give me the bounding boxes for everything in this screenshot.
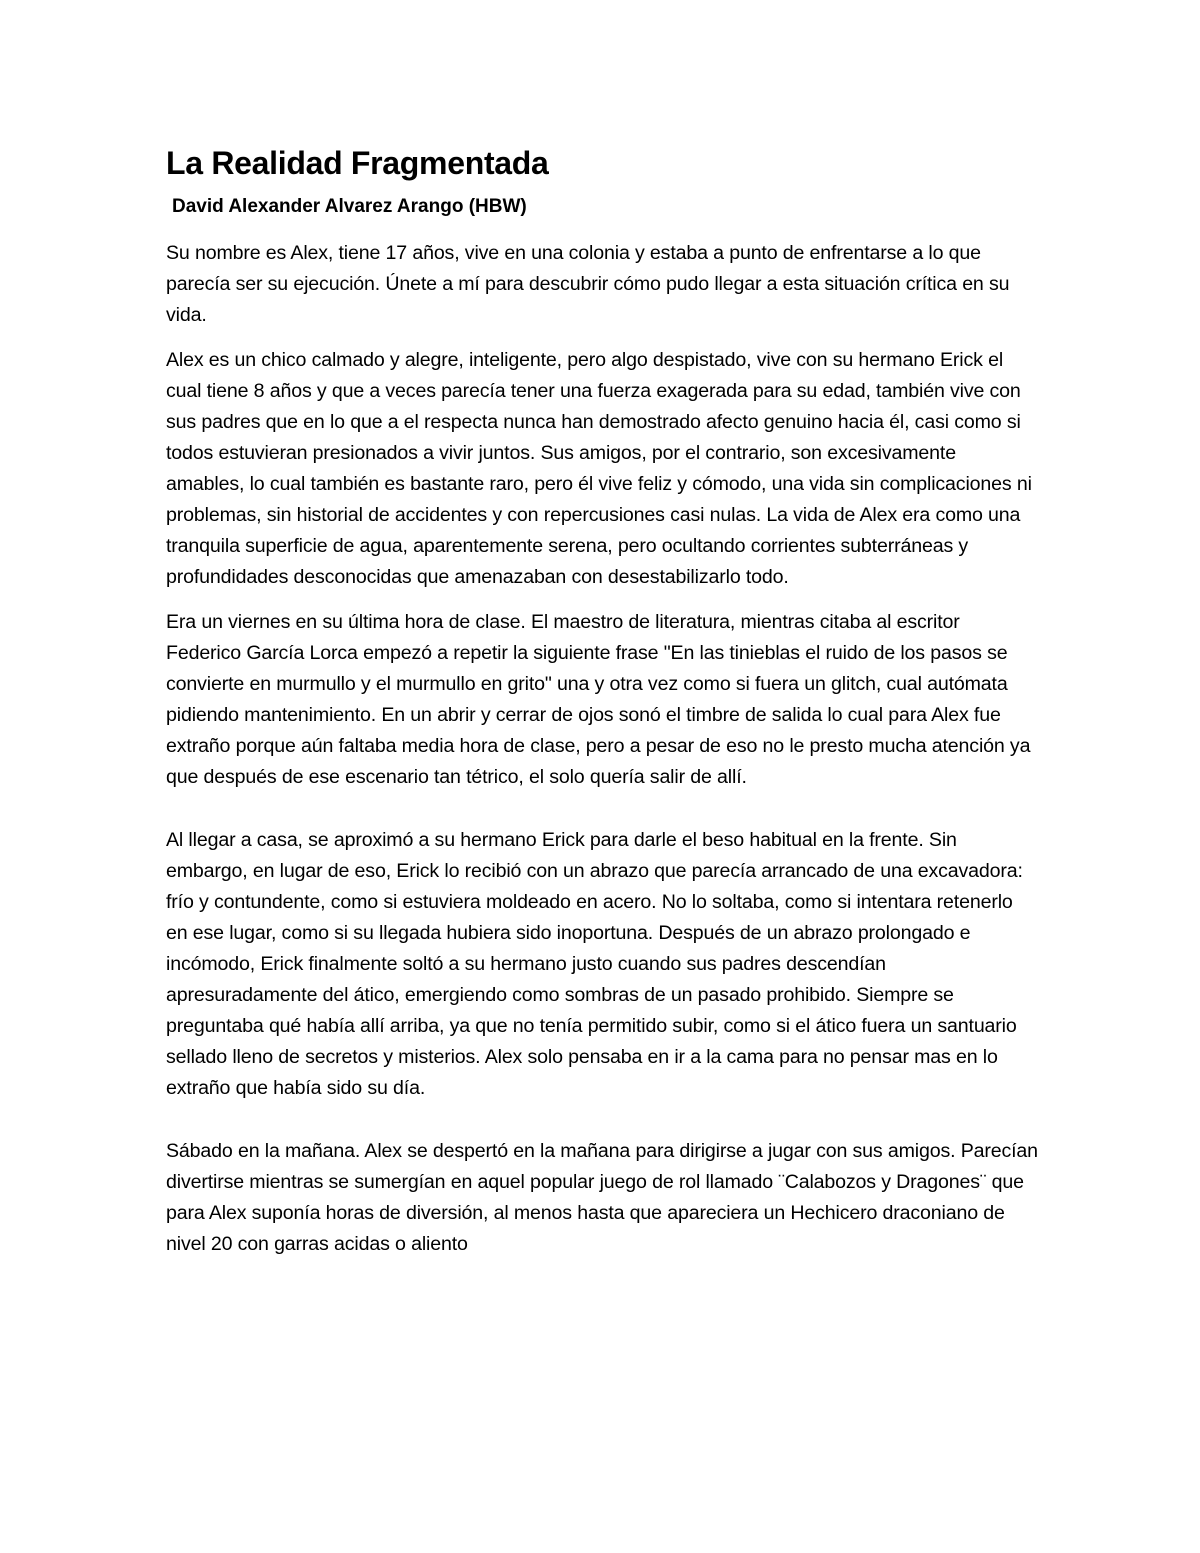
paragraph-3: Era un viernes en su última hora de clase. El maestro de literatura, mientras citaba al escritor Federico García Lorca empezó a repetir la siguiente frase "En las tinieblas el ruido de los pasos se convierte en murmullo y el murmullo en grito" una y otra vez como si fuera un glitch, cual autómata pidiendo mantenimiento. En un abrir y cerrar de ojos sonó el timbre de salida lo cual para Alex fue extraño porque aún faltaba media hora de clase, pero a pesar de eso no le presto mucha atención ya que después de ese escenario tan tétrico, el solo quería salir de allí. xyxy=(166,611,1031,788)
document-title: La Realidad Fragmentada xyxy=(166,145,549,181)
paragraph-2: Alex es un chico calmado y alegre, inteligente, pero algo despistado, vive con su hermano Erick el cual tiene 8 años y que a veces parecía tener una fuerza exagerada para su edad, también vive con sus padres que en lo que a el respecta nunca han demostrado afecto genuino hacia él, casi como si todos estuvieran presionados a vivir juntos. Sus amigos, por el contrario, son excesivamente amables, lo cual también es bastante raro, pero él vive feliz y cómodo, una vida sin complicaciones ni problemas, sin historial de accidentes y con repercusiones casi nulas. La vida de Alex era como una tranquila superficie de agua, aparentemente serena, pero ocultando corrientes subterráneas y profundidades desconocidas que amenazaban con desestabilizarlo todo. xyxy=(166,349,1032,588)
paragraph-1: Su nombre es Alex, tiene 17 años, vive en una colonia y estaba a punto de enfrentarse a lo que parecía ser su ejecución. Únete a mí para descubrir cómo pudo llegar a esta situación crítica en su vida. xyxy=(166,242,1010,326)
paragraph-5: Sábado en la mañana. Alex se despertó en la mañana para dirigirse a jugar con sus amigos. Parecían divertirse mientras se sumergían en aquel popular juego de rol llamado ¨Calabozos y Dragones¨ que para Alex suponía horas de diversión, al menos hasta que apareciera un Hechicero draconiano de nivel 20 con garras acidas o aliento xyxy=(166,1140,1038,1255)
document-author: David Alexander Alvarez Arango (HBW) xyxy=(172,196,527,217)
paragraph-4: Al llegar a casa, se aproximó a su hermano Erick para darle el beso habitual en la frente. Sin embargo, en lugar de eso, Erick lo recibió con un abrazo que parecía arrancado de una excavadora: frío y contundente, como si estuviera moldeado en acero. No lo soltaba, como si intentara retenerlo en ese lugar, como si su llegada hubiera sido inoportuna. Después de un abrazo prolongado e incómodo, Erick finalmente soltó a su hermano justo cuando sus padres descendían apresuradamente del ático, emergiendo como sombras de un pasado prohibido. Siempre se preguntaba qué había allí arriba, ya que no tenía permitido subir, como si el ático fuera un santuario sellado lleno de secretos y misterios. Alex solo pensaba en ir a la cama para no pensar mas en lo extraño que había sido su día. xyxy=(166,829,1023,1099)
document-body xyxy=(166,142,1038,1274)
